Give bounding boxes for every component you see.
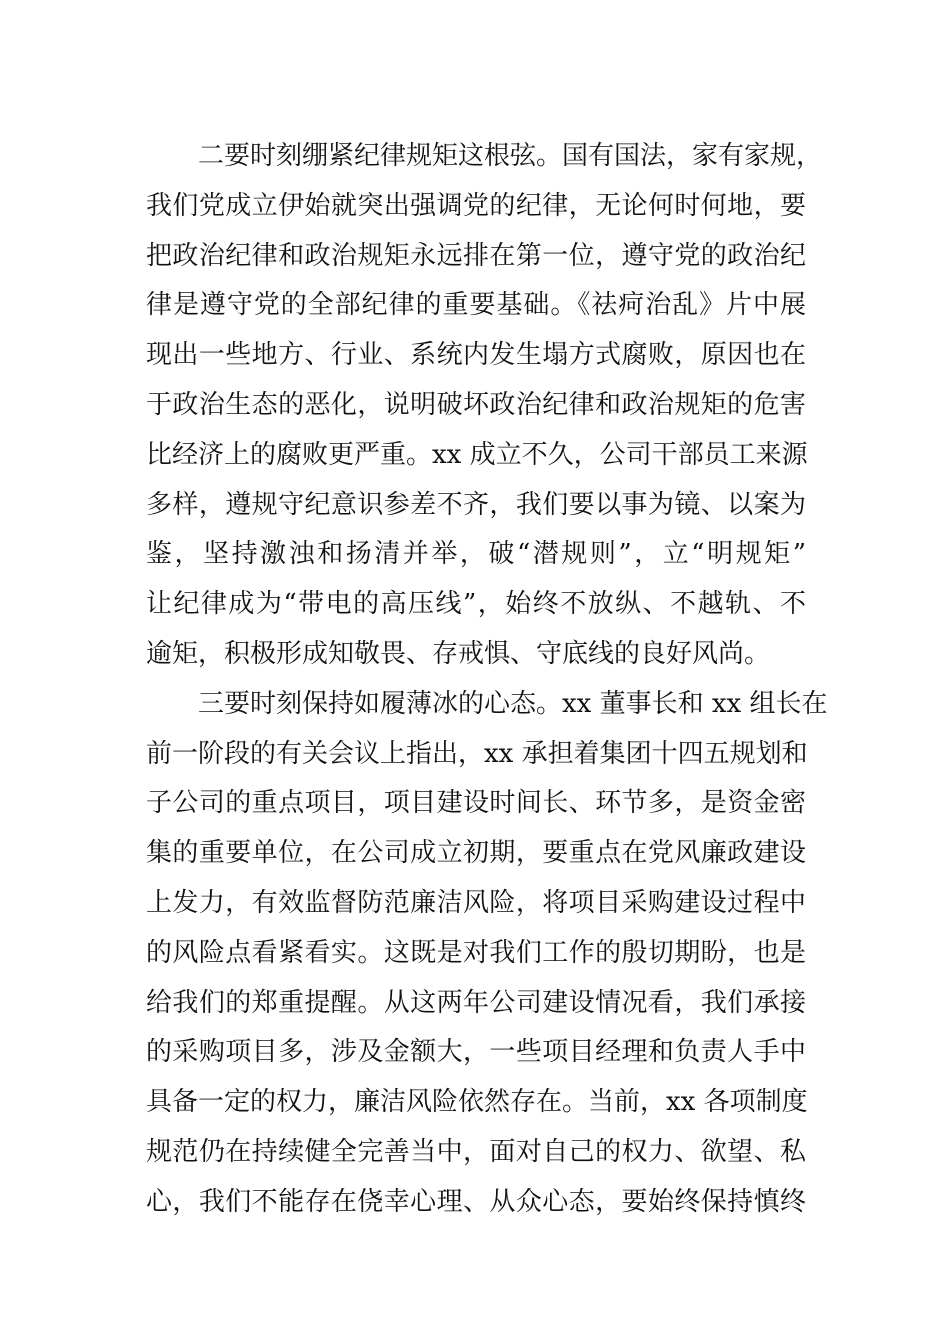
paragraph-line: 我们党成立伊始就突出强调党的纪律，无论何时何地，要 [146,190,806,221]
paragraph-line: 把政治纪律和政治规矩永远排在第一位，遵守党的政治纪 [146,240,806,271]
paragraph-line: 前一阶段的有关会议上指出，xx 承担着集团十四五规划和 [146,738,808,769]
paragraph-line: 心，我们不能存在侥幸心理、从众心态，要始终保持慎终 [146,1186,806,1217]
paragraph-line: 鉴，坚持激浊和扬清并举，破“潜规则”，立“明规矩” [146,539,806,570]
paragraph-line: 的采购项目多，涉及金额大，一些项目经理和负责人手中 [146,1037,806,1068]
paragraph-line: 多样，遵规守纪意识参差不齐，我们要以事为镜、以案为 [146,489,806,520]
paragraph-line: 规范仍在持续健全完善当中，面对自己的权力、欲望、私 [146,1136,806,1167]
paragraph-caution [146,680,828,1228]
paragraph-line: 上发力，有效监督防范廉洁风险，将项目采购建设过程中 [146,887,806,918]
paragraph-line: 集的重要单位，在公司成立初期，要重点在党风廉政建设 [146,838,806,869]
paragraph-line: 的风险点看紧看实。这既是对我们工作的殷切期盼，也是 [146,937,806,968]
paragraph-line: 现出一些地方、行业、系统内发生塌方式腐败，原因也在 [146,340,806,371]
paragraph-discipline [146,132,823,680]
paragraph-line: 给我们的郑重提醒。从这两年公司建设情况看，我们承接 [146,987,806,1018]
paragraph-line: 于政治生态的恶化，说明破坏政治纪律和政治规矩的危害 [146,389,806,420]
paragraph-line: 逾矩，积极形成知敬畏、存戒惧、守底线的良好风尚。 [146,638,771,669]
paragraph-line: 比经济上的腐败更严重。xx 成立不久，公司干部员工来源 [146,439,808,470]
paragraph-line: 子公司的重点项目，项目建设时间长、环节多，是资金密 [146,788,806,819]
paragraph-line: 二要时刻绷紧纪律规矩这根弦。国有国法，家有家规， [198,141,823,171]
paragraph-line: 让纪律成为“带电的高压线”，始终不放纵、不越轨、不 [146,589,806,620]
paragraph-line: 律是遵守党的全部纪律的重要基础。《祛疴治乱》片中展 [146,290,806,321]
paragraph-line: 三要时刻保持如履薄冰的心态。xx 董事长和 xx 组长在 [198,688,828,719]
document-body [146,132,828,1228]
paragraph-line: 具备一定的权力，廉洁风险依然存在。当前，xx 各项制度 [146,1087,808,1118]
